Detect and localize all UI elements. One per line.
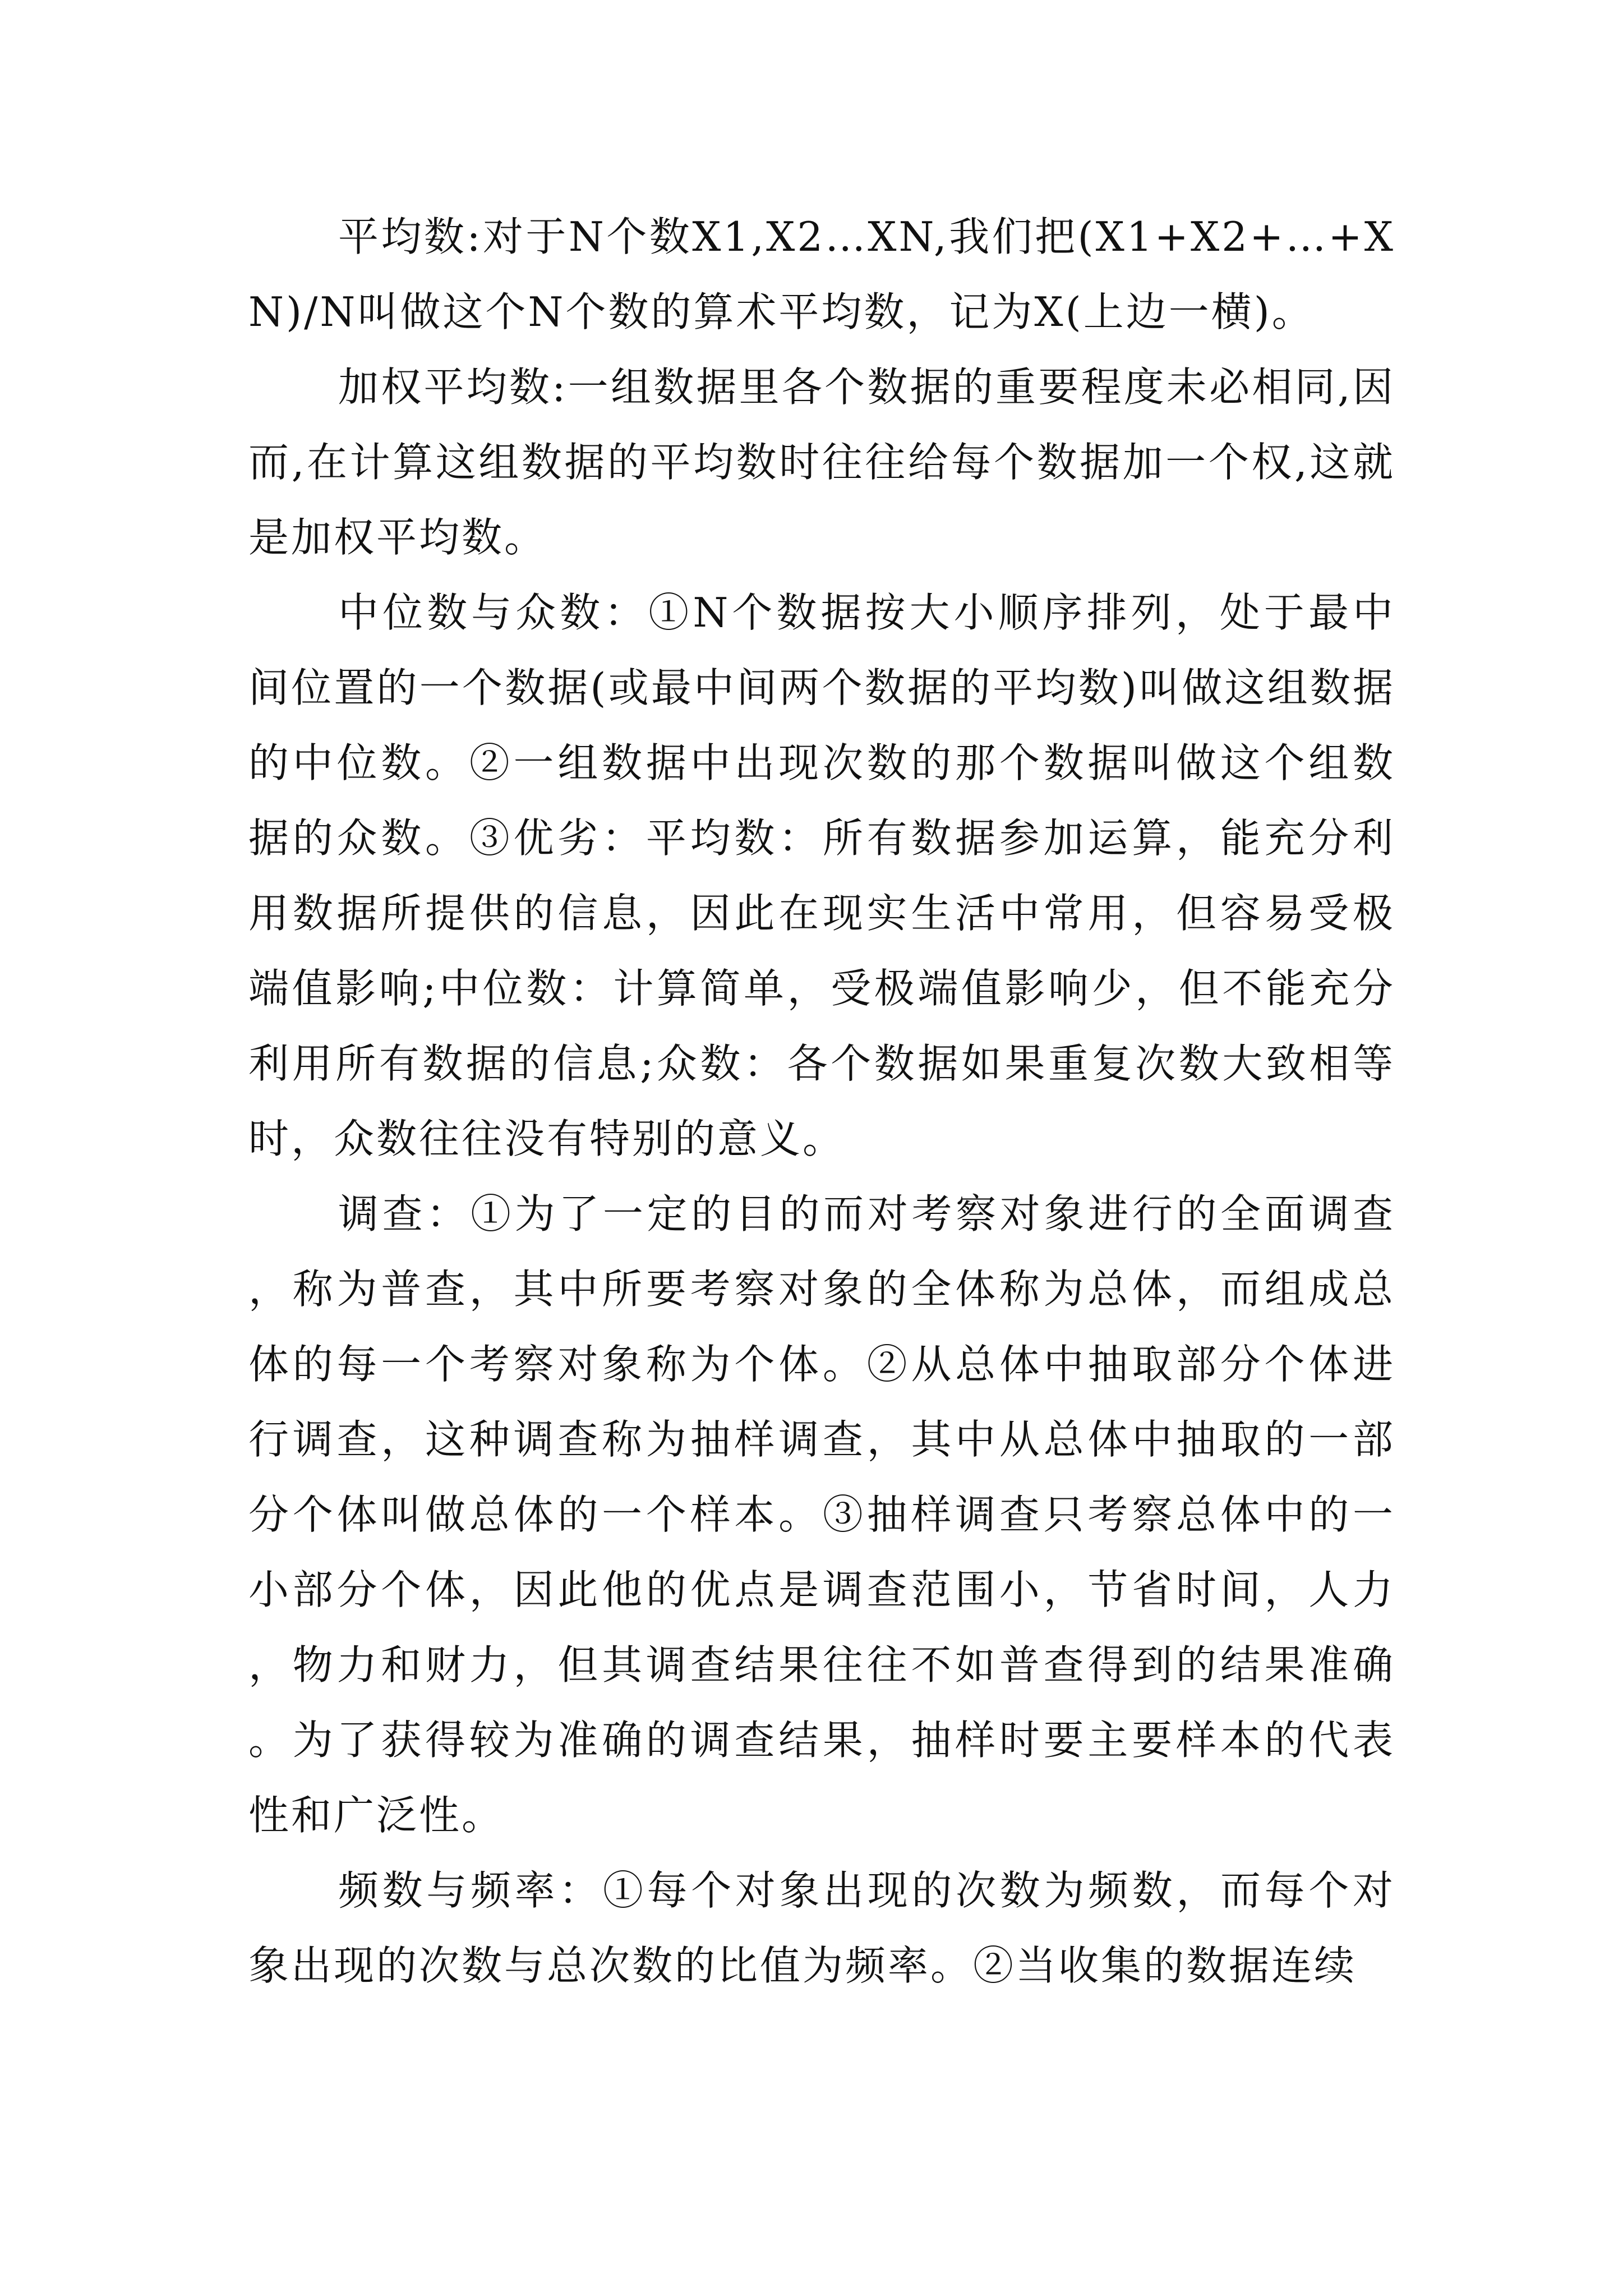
paragraph-survey: 调查：①为了一定的目的而对考察对象进行的全面调查，称为普查，其中所要考察对象的全体称为总体，而组成总体的每一个考察对象称为个体。②从总体中抽取部分个体进行调查，这种调查称为抽样调查，其中从总体中抽取的一部分个体叫做总体的一个样本。③抽样调查只考察总体中的一小部分个体，因此他的优点是调查范围小，节省时间，人力，物力和财力，但其调查结果往往不如普查得到的结果准确。为了获得较为准确的调查结果，抽样时要主要样本的代表性和广泛性。 xyxy=(248,1190,1395,1839)
document-body xyxy=(248,199,1395,2003)
paragraph-weighted-mean: 加权平均数:一组数据里各个数据的重要程度未必相同,因而,在计算这组数据的平均数时往往给每个数据加一个权,这就是加权平均数。 xyxy=(248,364,1395,561)
paragraph-median-mode: 中位数与众数：①N个数据按大小顺序排列，处于最中间位置的一个数据(或最中间两个数据的平均数)叫做这组数据的中位数。②一组数据中出现次数的那个数据叫做这个组数据的众数。③优劣：平均数：所有数据参加运算，能充分利用数据所提供的信息，因此在现实生活中常用，但容易受极端值影响;中位数：计算简单，受极端值影响少，但不能充分利用所有数据的信息;众数：各个数据如果重复次数大致相等时，众数往往没有特别的意义。 xyxy=(248,589,1395,1162)
paragraph-mean: 平均数:对于N个数X1,X2…XN,我们把(X1+X2+…+XN)/N叫做这个N个数的算术平均数，记为X(上边一横)。 xyxy=(248,213,1395,335)
paragraph-frequency: 频数与频率：①每个对象出现的次数为频数，而每个对象出现的次数与总次数的比值为频率。②当收集的数据连续 xyxy=(248,1867,1395,1989)
